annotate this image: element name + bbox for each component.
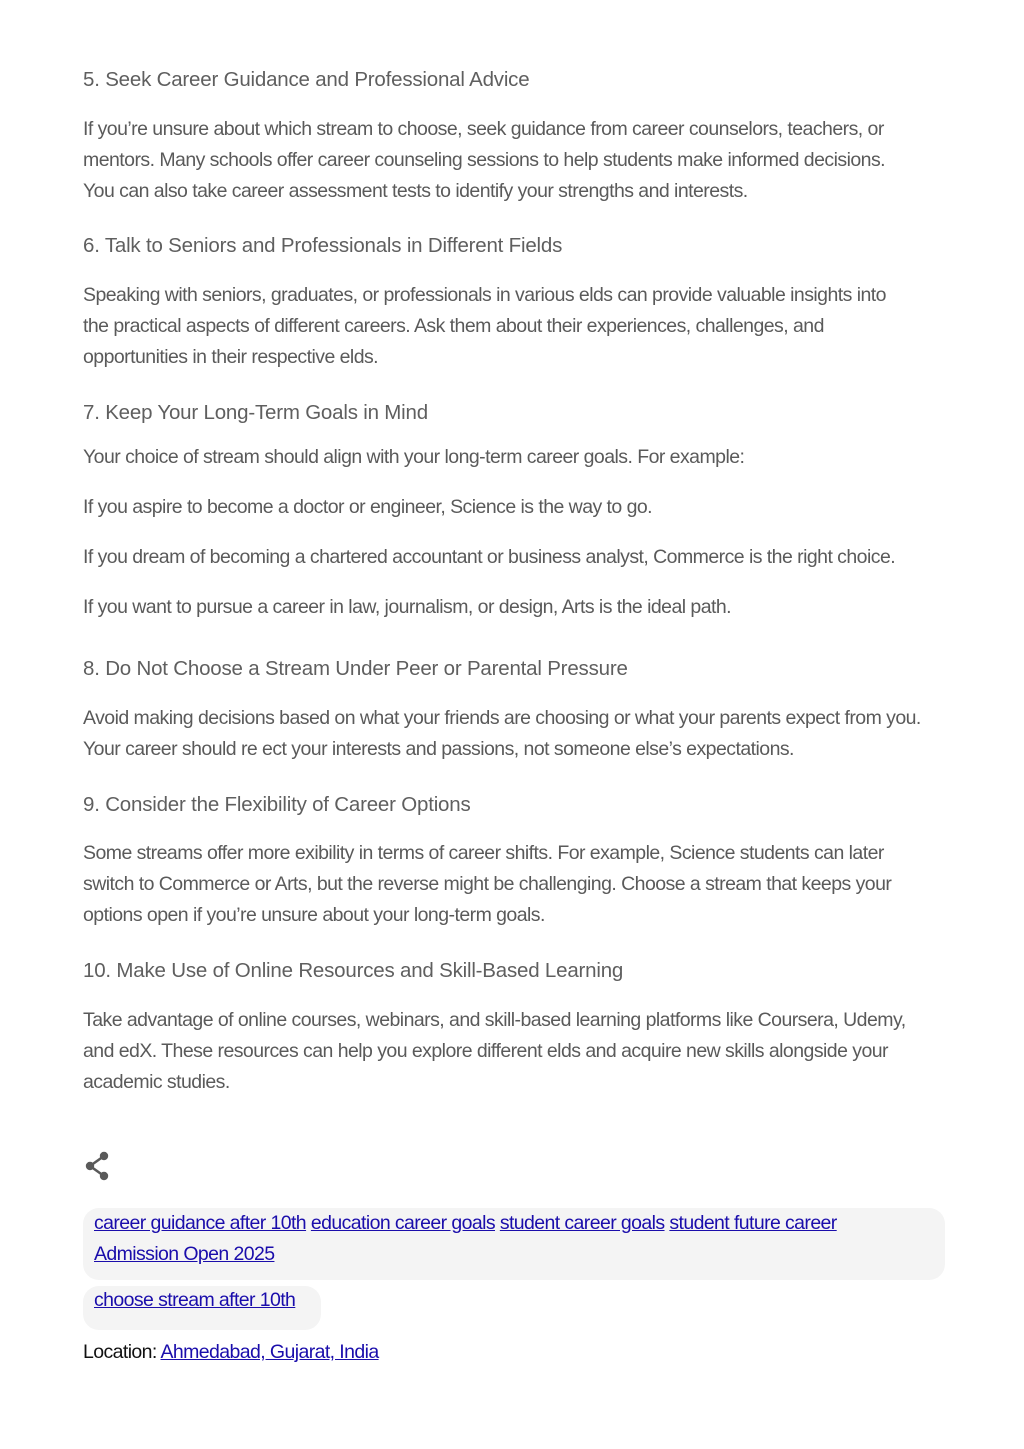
section-paragraph-5: [83, 114, 885, 207]
paragraph-line: If you’re unsure about which stream to choose, seek guidance from career counselors, teachers, or: [83, 118, 884, 140]
section-heading-10: 10. Make Use of Online Resources and Skill-Based Learning: [83, 959, 624, 982]
tag-link[interactable]: Admission Open 2025: [94, 1243, 275, 1265]
paragraph-line: opportunities in their respective elds.: [83, 346, 379, 368]
section-paragraph-7d: If you want to pursue a career in law, journalism, or design, Arts is the ideal path.: [83, 596, 732, 618]
paragraph-line: Speaking with seniors, graduates, or professionals in various elds can provide valuable insights into: [83, 284, 886, 306]
section-paragraph-7c: If you dream of becoming a chartered accountant or business analyst, Commerce is the right choice.: [83, 546, 896, 568]
paragraph-line: options open if you’re unsure about your long-term goals.: [83, 904, 545, 926]
share-icon[interactable]: [83, 1150, 113, 1182]
location-label: Location:: [83, 1341, 157, 1363]
section-heading-6: 6. Talk to Seniors and Professionals in Different Fields: [83, 234, 563, 257]
paragraph-line: academic studies.: [83, 1071, 230, 1093]
section-paragraph-7a: Your choice of stream should align with your long-term career goals. For example:: [83, 446, 745, 468]
paragraph-line: Your career should re ect your interests and passions, not someone else’s expectations.: [83, 738, 794, 760]
section-paragraph-6: [83, 280, 886, 373]
paragraph-line: switch to Commerce or Arts, but the reverse might be challenging. Choose a stream that keeps your: [83, 873, 892, 895]
paragraph-line: the practical aspects of different careers. Ask them about their experiences, challenges, and: [83, 315, 824, 337]
section-paragraph-7b: If you aspire to become a doctor or engineer, Science is the way to go.: [83, 496, 653, 518]
paragraph-line: and edX. These resources can help you explore different elds and acquire new skills alongside your: [83, 1040, 888, 1062]
paragraph-line: Avoid making decisions based on what your friends are choosing or what your parents expect from you.: [83, 707, 921, 729]
paragraph-line: You can also take career assessment tests to identify your strengths and interests.: [83, 180, 748, 202]
section-heading-7: 7. Keep Your Long-Term Goals in Mind: [83, 401, 428, 424]
section-heading-5: 5. Seek Career Guidance and Professional Advice: [83, 68, 530, 91]
paragraph-line: Take advantage of online courses, webinars, and skill-based learning platforms like Coursera, Udemy,: [83, 1009, 906, 1031]
tags-box: [83, 1286, 321, 1330]
tags-row: [94, 1212, 837, 1235]
paragraph-line: Some streams offer more exibility in terms of career shifts. For example, Science students can later: [83, 842, 884, 864]
section-paragraph-9: [83, 838, 891, 931]
tag-link[interactable]: education career goals: [310, 1212, 495, 1234]
tag-link[interactable]: student career goals: [499, 1212, 665, 1234]
section-heading-8: 8. Do Not Choose a Stream Under Peer or Parental Pressure: [83, 657, 628, 680]
tag-link[interactable]: student future career: [669, 1212, 837, 1234]
section-paragraph-8: [83, 703, 921, 765]
paragraph-line: mentors. Many schools offer career counseling sessions to help students make informed decisions.: [83, 149, 886, 171]
section-paragraph-10: [83, 1005, 906, 1098]
tag-link[interactable]: choose stream after 10th: [94, 1289, 296, 1311]
location-link[interactable]: Ahmedabad, Gujarat, India: [160, 1341, 379, 1363]
tags-box: [83, 1208, 945, 1280]
section-heading-9: 9. Consider the Flexibility of Career Options: [83, 793, 471, 816]
location-line: [83, 1341, 379, 1364]
tags-row: [94, 1243, 274, 1266]
tag-link[interactable]: career guidance after 10th: [94, 1212, 307, 1234]
